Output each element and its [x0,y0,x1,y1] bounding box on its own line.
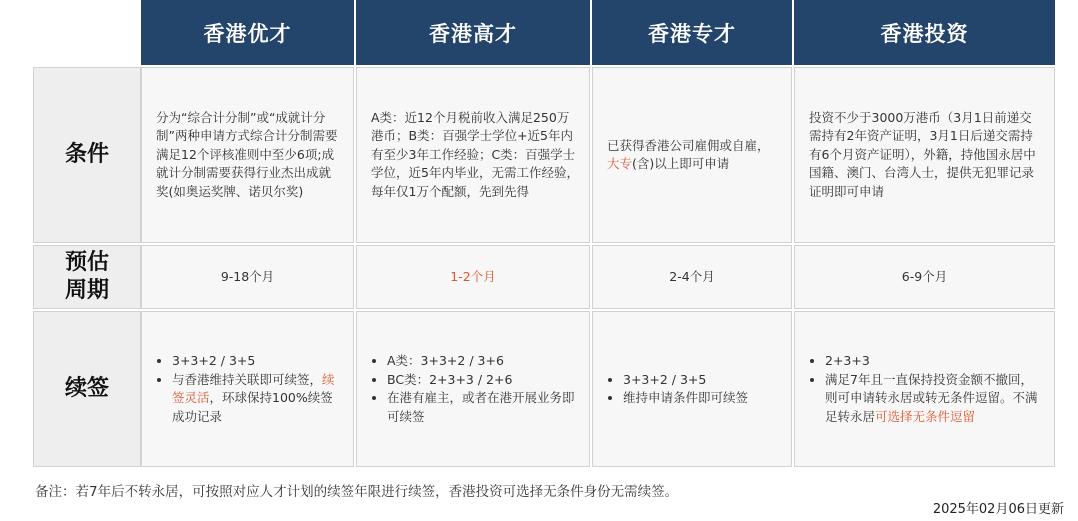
header-gaocai: 香港高才 [356,0,590,65]
list-item: • 3+3+2 / 3+5 [172,352,343,371]
renewal-youcai-b2-pre: 与香港维持关联即可续签， [172,371,323,387]
renewal-youcai-b2-post: ，环球保持100%续签成功记录 [172,390,333,424]
conditions-zhuancai [592,67,792,243]
renewal-touzi-list [809,352,1044,426]
conditions-gaocai-text: A类：近12个月税前收入满足250万港币；B类：百强学士学位+近5年内有至少3年工作经验；C类：百强学士学位，近5年内毕业，无需工作经验，每年仅1万个配额，先到先得 [371,109,579,199]
renewal-youcai [141,311,354,467]
renewal-gaocai-list [371,352,579,426]
conditions-zhuancai-pre: 已获得香港公司雇佣或自雇， [607,137,770,153]
header-zhuancai: 香港专才 [592,0,792,65]
renewal-touzi-highlight: 可选择无条件逗留 [875,408,976,424]
conditions-gaocai [356,67,590,243]
row-label-period [33,245,141,309]
conditions-youcai-text: 分为“综合计分制”或“成就计分制”两种申请方式综合计分制需要满足12个评核准则中至少6项;成就计分制需要获得行业杰出成就奖(如奥运奖牌、诺贝尔奖) [156,109,338,199]
update-date: 2025年02月06日更新 [932,502,1064,517]
list-item [825,371,1044,427]
comparison-table [33,0,1055,467]
list-item: • 3+3+2 / 3+5 [623,371,748,390]
renewal-gaocai-content [357,352,589,426]
header-touzi: 香港投资 [794,0,1055,65]
renewal-touzi-content [795,352,1054,426]
list-item: • A类：3+3+2 / 3+6 [387,352,579,371]
renewal-youcai-content [142,352,353,426]
list-item: • 在港有雇主，或者在港开展业务即可续签 [387,389,579,426]
conditions-touzi-text: 投资不少于3000万港币（3月1日前递交需持有2年资产证明，3月1日后递交需持有6个月资产证明），外籍，持他国永居中国籍、澳门、台湾人士，提供无犯罪记录证明即可申请 [809,109,1036,199]
renewal-touzi-b2-pre: 满足7年且一直保持投资金额不撤回，则可申请转永居或转无条件逗留。不满足转永居 [825,371,1038,424]
conditions-youcai [141,67,354,243]
conditions-zhuancai-highlight: 大专 [607,156,633,171]
list-item: • BC类：2+3+3 / 2+6 [387,371,579,390]
renewal-gaocai [356,311,590,467]
renewal-zhuancai-list [607,371,748,408]
period-zhuancai: 2-4个月 [592,245,792,309]
list-item [172,371,343,427]
row-label-conditions: 条件 [33,67,141,243]
period-youcai: 9-18个月 [141,245,354,309]
renewal-zhuancai-content [593,371,758,408]
renewal-youcai-list [156,352,343,426]
header-youcai: 香港优才 [141,0,354,65]
renewal-zhuancai [592,311,792,467]
row-label-period-text: 预估周期 [64,250,109,303]
list-item: • 维持申请条件即可续签 [623,389,748,408]
period-gaocai: 1-2个月 [356,245,590,309]
conditions-zhuancai-text [593,137,791,174]
list-item: • 2+3+3 [825,352,1044,371]
footnote: 备注：若7年后不转永居，可按照对应人才计划的续签年限进行续签，香港投资可选择无条件身份无需续签。 [35,484,679,500]
period-touzi: 6-9个月 [794,245,1055,309]
conditions-touzi [794,67,1055,243]
renewal-youcai-highlight: 续签灵活 [172,371,335,405]
renewal-touzi [794,311,1055,467]
row-label-renewal: 续签 [33,311,141,467]
conditions-zhuancai-post: (含)以上即可申请 [632,156,730,171]
